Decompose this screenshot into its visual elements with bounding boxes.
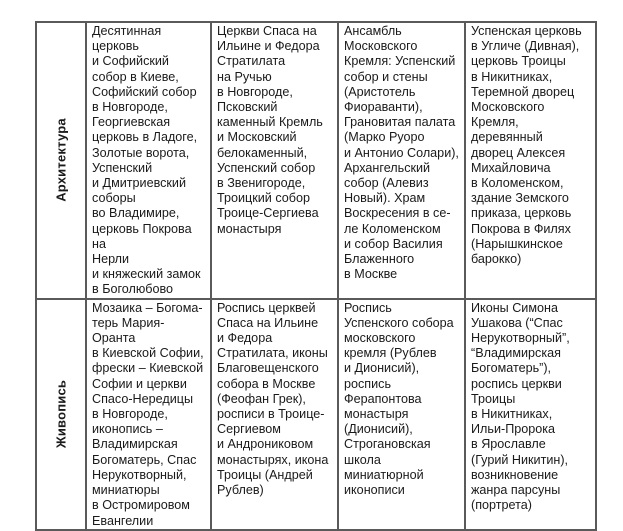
table-row-architecture: [36, 22, 596, 299]
row-header-architecture: [36, 22, 86, 299]
row-header-label: Живопись: [53, 380, 69, 449]
row-header-label: Архитектура: [53, 118, 69, 203]
table-cell: Успенская церковь в Угличе (Дивная), церковь Троицы в Никитниках, Теремной дворец Московского Кремля, деревянный дворец Алексея Михайловича в Коломенском, здание Земского приказа, церковь Покрова в Филях (Нарышкинское барокко): [465, 22, 596, 299]
table-cell: Церкви Спаса на Ильине и Федора Стратилата на Ручью в Новгороде, Псковский каменный Кремль и Московский белокаменный, Успенский собор в Звенигороде, Троицкий собор Троице-Сергиева монастыря: [211, 22, 338, 299]
table-cell: Десятинная церковь и Софийский собор в Киеве, Софийский собор в Новгороде, Георгиевская церковь в Ладоге, Золотые ворота, Успенский и Дмитриевский соборы во Владимире, церковь Покрова на Нерли и княжеский замок в Боголюбово: [86, 22, 211, 299]
culture-table: [35, 21, 597, 531]
table-cell: Мозаика – Богома- терь Мария-Оранта в Киевской Софии, фрески – Киевской Софии и церкви Спасо-Нередицы в Новгороде, иконопись – Владимирская Богоматерь, Спас Нерукотворный, миниатюры в Остромировом Евангелии: [86, 299, 211, 530]
table-cell: Роспись церквей Спаса на Ильине и Федора Стратилата, иконы Благовещенского собора в Москве (Феофан Грек), росписи в Троице- Сергиевом и Андрониковом монастырях, икона Троицы (Андрей Рублев): [211, 299, 338, 530]
row-header-painting: [36, 299, 86, 530]
table-cell: Иконы Симона Ушакова (“Спас Нерукотворный”, “Владимирская Богоматерь”), роспись церкви Троицы в Никитниках, Ильи-Пророка в Ярославле (Гурий Никитин), возникновение жанра парсуны (портрета): [465, 299, 596, 530]
table-cell: Ансамбль Московского Кремля: Успенский собор и стены (Аристотель Фиораванти), Грановитая палата (Марко Руоро и Антонио Солари), Архангельский собор (Алевиз Новый). Храм Воскресения в се- ле Коломенском и собор Василия Блаженного в Москве: [338, 22, 465, 299]
table-cell: Роспись Успенского собора московского кремля (Рублев и Дионисий), роспись Ферапонтова монастыря (Дионисий), Строгановская школа миниатюрной иконописи: [338, 299, 465, 530]
table-row-painting: [36, 299, 596, 530]
